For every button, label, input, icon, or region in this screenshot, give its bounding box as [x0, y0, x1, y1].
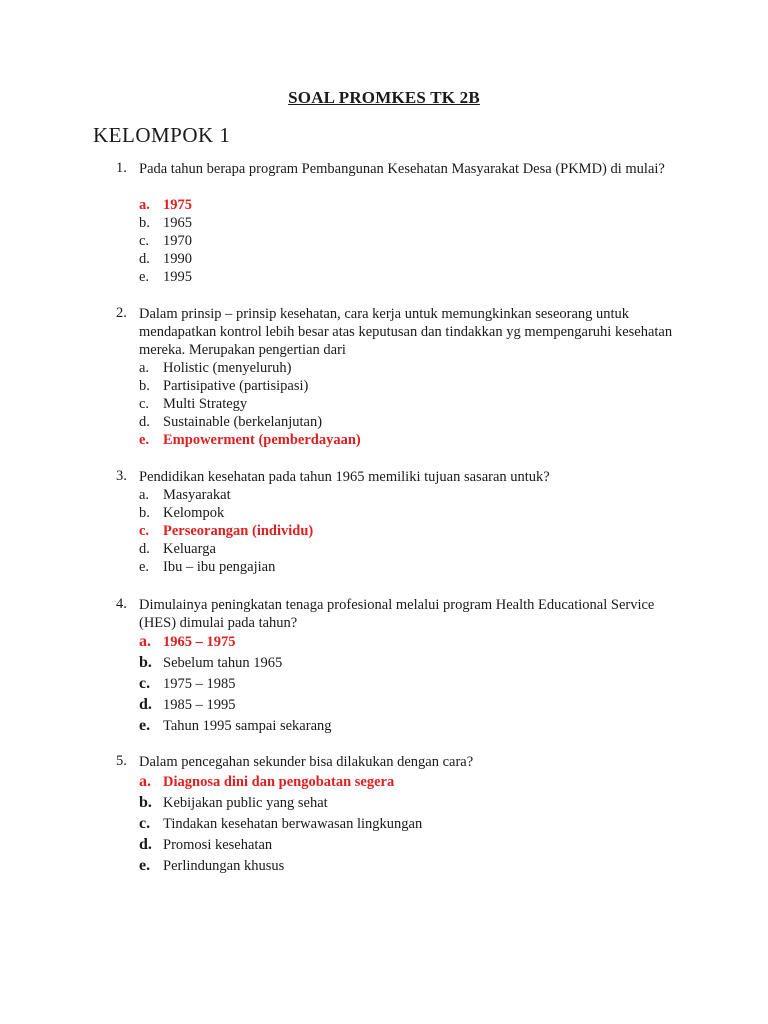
option-letter: a.: [139, 487, 150, 503]
option-letter: c.: [139, 233, 150, 249]
option-text: Tahun 1995 sampai sekarang: [163, 718, 332, 734]
question-text: Pada tahun berapa program Pembangunan Kesehatan Masyarakat Desa (PKMD) di mulai?: [139, 161, 665, 177]
option-text: Perlindungan khusus: [163, 858, 285, 874]
option-e: [0, 558, 768, 576]
option-letter: c.: [139, 675, 151, 692]
question-number: 1.: [116, 160, 127, 176]
option-letter: e.: [139, 857, 151, 874]
option-b: [0, 504, 768, 522]
option-text: 1975: [163, 197, 192, 213]
option-letter: e.: [139, 717, 151, 734]
option-letter: e.: [139, 269, 150, 285]
option-letter: b.: [139, 378, 150, 394]
question-number: 3.: [116, 468, 127, 484]
question-text: Dalam prinsip – prinsip kesehatan, cara kerja untuk memungkinkan seseorang untuk mendapatkan kontrol lebih besar atas keputusan dan tindakkan yg mempengaruhi kesehatan mereka. Merupakan pengertian dari: [139, 306, 673, 358]
option-text: 1985 – 1995: [163, 697, 236, 713]
option-letter: b.: [139, 654, 152, 671]
option-text: 1970: [163, 233, 192, 249]
option-text: Diagnosa dini dan pengobatan segera: [163, 774, 395, 790]
option-text: Kelompok: [163, 505, 225, 521]
option-letter: d.: [139, 696, 152, 713]
option-text: Sebelum tahun 1965: [163, 655, 283, 671]
option-d: [0, 540, 768, 558]
option-text: 1990: [163, 251, 192, 267]
option-c: [0, 395, 768, 413]
option-text: Tindakan kesehatan berwawasan lingkungan: [163, 816, 423, 832]
option-letter: a.: [139, 773, 151, 790]
option-text: 1995: [163, 269, 192, 285]
option-a: [0, 633, 768, 651]
option-letter: d.: [139, 251, 150, 267]
option-letter: b.: [139, 215, 150, 231]
option-text: Kebijakan public yang sehat: [163, 795, 328, 811]
option-a: [0, 486, 768, 504]
option-b: [0, 794, 768, 812]
option-letter: c.: [139, 396, 150, 412]
question-text: Dimulainya peningkatan tenaga profesional melalui program Health Educational Service (HES) dimulai pada tahun?: [139, 597, 655, 631]
question-text: Dalam pencegahan sekunder bisa dilakukan dengan cara?: [139, 754, 474, 770]
option-letter: b.: [139, 505, 150, 521]
option-c: [0, 675, 768, 693]
option-letter: d.: [139, 836, 152, 853]
option-text: Sustainable (berkelanjutan): [163, 414, 323, 430]
option-a: [0, 359, 768, 377]
option-letter: d.: [139, 414, 150, 430]
option-letter: a.: [139, 633, 151, 650]
option-text: 1965: [163, 215, 192, 231]
option-e: [0, 717, 768, 735]
option-c: [0, 522, 768, 540]
question-number: 4.: [116, 596, 127, 612]
option-text: Holistic (menyeluruh): [163, 360, 292, 376]
option-text: Perseorangan (individu): [163, 523, 314, 539]
group-heading: KELOMPOK 1: [93, 123, 231, 147]
option-text: Empowerment (pemberdayaan): [163, 432, 361, 448]
option-letter: a.: [139, 360, 150, 376]
option-b: [0, 214, 768, 232]
option-text: Multi Strategy: [163, 396, 248, 412]
option-c: [0, 232, 768, 250]
option-d: [0, 413, 768, 431]
option-a: [0, 196, 768, 214]
document-title: SOAL PROMKES TK 2B: [288, 88, 480, 107]
option-letter: e.: [139, 559, 150, 575]
option-e: [0, 857, 768, 875]
option-letter: a.: [139, 197, 150, 213]
option-e: [0, 268, 768, 286]
option-d: [0, 696, 768, 714]
option-e: [0, 431, 768, 449]
option-text: Keluarga: [163, 541, 216, 557]
option-text: Partisipative (partisipasi): [163, 378, 309, 394]
option-b: [0, 377, 768, 395]
option-text: 1975 – 1985: [163, 676, 236, 692]
option-text: Masyarakat: [163, 487, 231, 503]
option-text: Promosi kesehatan: [163, 837, 273, 853]
option-text: 1965 – 1975: [163, 634, 236, 650]
option-text: Ibu – ibu pengajian: [163, 559, 276, 575]
option-c: [0, 815, 768, 833]
question-number: 5.: [116, 753, 127, 769]
question-number: 2.: [116, 305, 127, 321]
option-d: [0, 836, 768, 854]
question-text: Pendidikan kesehatan pada tahun 1965 memiliki tujuan sasaran untuk?: [139, 469, 550, 485]
option-letter: d.: [139, 541, 150, 557]
option-b: [0, 654, 768, 672]
option-letter: b.: [139, 794, 152, 811]
option-letter: c.: [139, 815, 151, 832]
option-a: [0, 773, 768, 791]
option-d: [0, 250, 768, 268]
option-letter: e.: [139, 432, 150, 448]
option-letter: c.: [139, 523, 150, 539]
